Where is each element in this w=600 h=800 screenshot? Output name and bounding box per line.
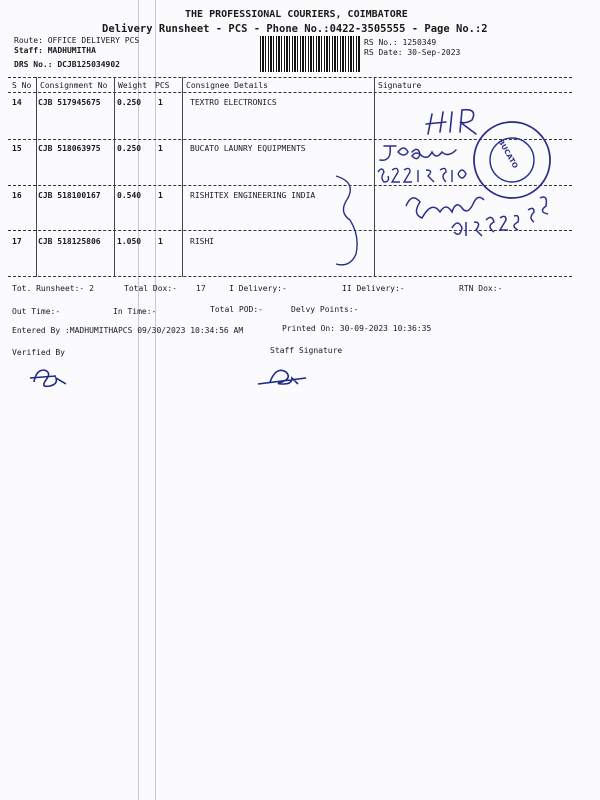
rs-number: RS No.: 1250349 <box>364 38 437 47</box>
row-15-consignment: CJB 518063975 <box>38 144 101 153</box>
drs-number: DRS No.: DCJB125034902 <box>14 60 120 69</box>
route-label: Route: OFFICE DELIVERY PCS <box>14 36 140 45</box>
row-17-sno: 17 <box>12 237 22 246</box>
handwritten-signature-16 <box>406 197 548 236</box>
col-header-consignee: Consignee Details <box>186 81 268 90</box>
row-16-pcs: 1 <box>158 191 163 200</box>
printed-on: Printed On: 30-09-2023 10:36:35 <box>282 324 432 333</box>
col-header-pcs: PCS <box>155 81 170 90</box>
tot-runsheet: Tot. Runsheet:- 2 <box>12 284 94 293</box>
row-15-pcs: 1 <box>158 144 163 153</box>
row-16-consignee: RISHITEX ENGINEERING INDIA <box>190 191 316 200</box>
total-dox-value: 17 <box>196 284 206 293</box>
verified-by-label: Verified By <box>12 348 65 357</box>
i-delivery: I Delivery:- <box>229 284 287 293</box>
staff-label: Staff: MADHUMITHA <box>14 46 96 55</box>
row-17-consignment: CJB 518125806 <box>38 237 101 246</box>
row-15-weight: 0.250 <box>117 144 142 153</box>
staff-signature-mark <box>258 370 306 384</box>
row-15-sno: 15 <box>12 144 22 153</box>
rtn-dox: RTN Dox:- <box>459 284 503 293</box>
row-14-consignment: CJB 517945675 <box>38 98 101 107</box>
col-header-consignment: Consignment No <box>40 81 108 90</box>
row-17-consignee: RISHI <box>190 237 215 246</box>
col-header-weight: Weight <box>118 81 147 90</box>
row-15-consignee: BUCATO LAUNRY EQUIPMENTS <box>190 144 306 153</box>
row-16-weight: 0.540 <box>117 191 142 200</box>
row-14-sno: 14 <box>12 98 22 107</box>
verified-by-signature <box>30 370 66 386</box>
handwritten-bracket <box>336 176 357 265</box>
runsheet-subtitle: Delivery Runsheet - PCS - Phone No.:0422-3505555 - Page No.:2 <box>102 23 488 35</box>
row-17-weight: 1.050 <box>117 237 142 246</box>
col-header-sno: S No <box>12 81 32 90</box>
row-14-consignee: TEXTRO ELECTRONICS <box>190 98 277 107</box>
delvy-points: Delvy Points:- <box>291 305 359 314</box>
stamp-text: BUCATO <box>496 138 520 170</box>
handwritten-hir <box>426 110 476 134</box>
staff-signature-label: Staff Signature <box>270 346 343 355</box>
total-dox-label: Total Dox:- <box>124 284 177 293</box>
row-14-pcs: 1 <box>158 98 163 107</box>
row-17-pcs: 1 <box>158 237 163 246</box>
total-pod: Total POD:- <box>210 305 263 314</box>
handwritten-signature-15 <box>380 146 456 160</box>
row-16-consignment: CJB 518100167 <box>38 191 101 200</box>
in-time: In Time:- <box>113 307 157 316</box>
entered-by: Entered By :MADHUMITHAPCS 09/30/2023 10:34:56 AM <box>12 326 244 335</box>
row-16-sno: 16 <box>12 191 22 200</box>
out-time: Out Time:- <box>12 307 61 316</box>
handwritten-phone-15 <box>378 168 466 182</box>
ii-delivery: II Delivery:- <box>342 284 405 293</box>
row-14-weight: 0.250 <box>117 98 142 107</box>
col-header-signature: Signature <box>378 81 422 90</box>
rs-date: RS Date: 30-Sep-2023 <box>364 48 461 57</box>
company-title: THE PROFESSIONAL COURIERS, COIMBATORE <box>185 9 408 20</box>
